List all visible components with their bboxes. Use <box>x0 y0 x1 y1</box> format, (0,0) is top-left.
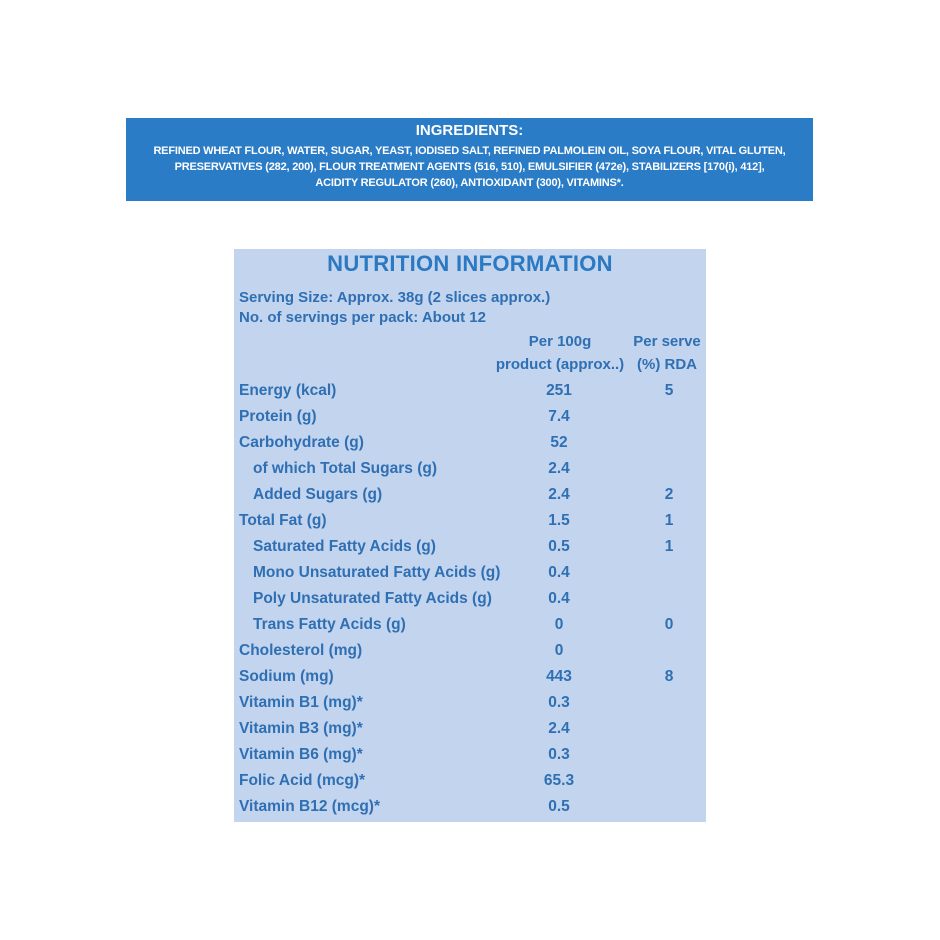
nutrient-name: Added Sugars (g) <box>253 486 383 503</box>
nutrient-row-total-fat <box>234 508 706 534</box>
nutrient-value: 0.4 <box>548 564 570 581</box>
nutrient-row-folic-acid <box>234 768 706 794</box>
nutrient-row-total-sugars <box>234 456 706 482</box>
nutrient-rda: 1 <box>664 512 674 529</box>
nutrient-row-sodium <box>234 664 706 690</box>
nutrient-value: 251 <box>546 382 572 399</box>
nutrient-value: 2.4 <box>548 460 570 477</box>
nutrient-name: Protein (g) <box>239 408 317 425</box>
nutrient-value: 0.3 <box>548 694 570 711</box>
nutrient-value: 1.5 <box>548 512 570 529</box>
nutrient-value: 0.5 <box>548 538 570 555</box>
servings-per-pack: No. of servings per pack: About 12 <box>239 309 486 326</box>
nutrient-value: 0 <box>554 616 564 633</box>
nutrient-row-carbohydrate <box>234 430 706 456</box>
rda-header-line2: (%) RDA <box>637 356 697 373</box>
nutrient-value: 0.4 <box>548 590 570 607</box>
nutrient-value: 0 <box>554 642 564 659</box>
nutrient-rda: 8 <box>664 668 674 685</box>
nutrient-rda: 0 <box>664 616 674 633</box>
nutrient-row-mono-unsaturated-fat <box>234 560 706 586</box>
nutrient-row-vitamin-b12 <box>234 794 706 820</box>
nutrient-name: Vitamin B3 (mg)* <box>239 720 363 737</box>
nutrient-value: 7.4 <box>548 408 570 425</box>
ingredients-line: REFINED WHEAT FLOUR, WATER, SUGAR, YEAST, IODISED SALT, REFINED PALMOLEIN OIL, SOYA FLOUR, VITAL GLUTEN, <box>153 145 786 157</box>
nutrient-row-protein <box>234 404 706 430</box>
nutrient-row-added-sugars <box>234 482 706 508</box>
nutrient-row-trans-fat <box>234 612 706 638</box>
nutrient-row-poly-unsaturated-fat <box>234 586 706 612</box>
ingredients-banner <box>126 118 813 201</box>
nutrient-value: 0.3 <box>548 746 570 763</box>
nutrient-name: Saturated Fatty Acids (g) <box>253 538 436 555</box>
nutrient-name: Poly Unsaturated Fatty Acids (g) <box>253 590 492 607</box>
rda-header-line1: Per serve <box>633 333 701 350</box>
nutrient-name: Vitamin B1 (mg)* <box>239 694 363 711</box>
per-100g-header-line1: Per 100g <box>528 333 592 350</box>
nutrient-value: 65.3 <box>543 772 575 789</box>
ingredients-line: ACIDITY REGULATOR (260), ANTIOXIDANT (300), VITAMINS*. <box>315 177 624 189</box>
nutrient-value: 0.5 <box>548 798 570 815</box>
nutrient-value: 2.4 <box>548 720 570 737</box>
nutrient-value: 52 <box>550 434 568 451</box>
nutrient-name: Vitamin B6 (mg)* <box>239 746 363 763</box>
nutrient-name: Folic Acid (mcg)* <box>239 772 366 789</box>
nutrient-name: Total Fat (g) <box>239 512 327 529</box>
ingredients-title: INGREDIENTS: <box>415 122 524 139</box>
nutrient-rda: 1 <box>664 538 674 555</box>
nutrient-row-saturated-fat <box>234 534 706 560</box>
nutrient-name: Carbohydrate (g) <box>239 434 364 451</box>
nutrient-name: Cholesterol (mg) <box>239 642 363 659</box>
nutrient-row-vitamin-b3 <box>234 716 706 742</box>
nutrient-name: Trans Fatty Acids (g) <box>253 616 406 633</box>
nutrient-name: Energy (kcal) <box>239 382 337 399</box>
nutrient-name: Sodium (mg) <box>239 668 334 685</box>
ingredients-line: PRESERVATIVES (282, 200), FLOUR TREATMENT AGENTS (516, 510), EMULSIFIER (472e), STABILIZERS [170(i), 412], <box>174 161 765 173</box>
nutrient-rda: 5 <box>664 382 674 399</box>
nutrition-title: NUTRITION INFORMATION <box>327 251 613 276</box>
nutrient-row-vitamin-b6 <box>234 742 706 768</box>
nutrient-name: Vitamin B12 (mcg)* <box>239 798 380 815</box>
serving-size: Serving Size: Approx. 38g (2 slices approx.) <box>239 289 551 306</box>
nutrition-panel <box>234 249 706 822</box>
nutrient-name: Mono Unsaturated Fatty Acids (g) <box>253 564 501 581</box>
nutrient-rda: 2 <box>664 486 674 503</box>
nutrient-value: 443 <box>546 668 572 685</box>
nutrient-row-vitamin-b1 <box>234 690 706 716</box>
nutrient-value: 2.4 <box>548 486 570 503</box>
nutrient-row-energy <box>234 378 706 404</box>
per-100g-header-line2: product (approx..) <box>495 356 625 373</box>
nutrient-name: of which Total Sugars (g) <box>253 460 437 477</box>
nutrient-row-cholesterol <box>234 638 706 664</box>
